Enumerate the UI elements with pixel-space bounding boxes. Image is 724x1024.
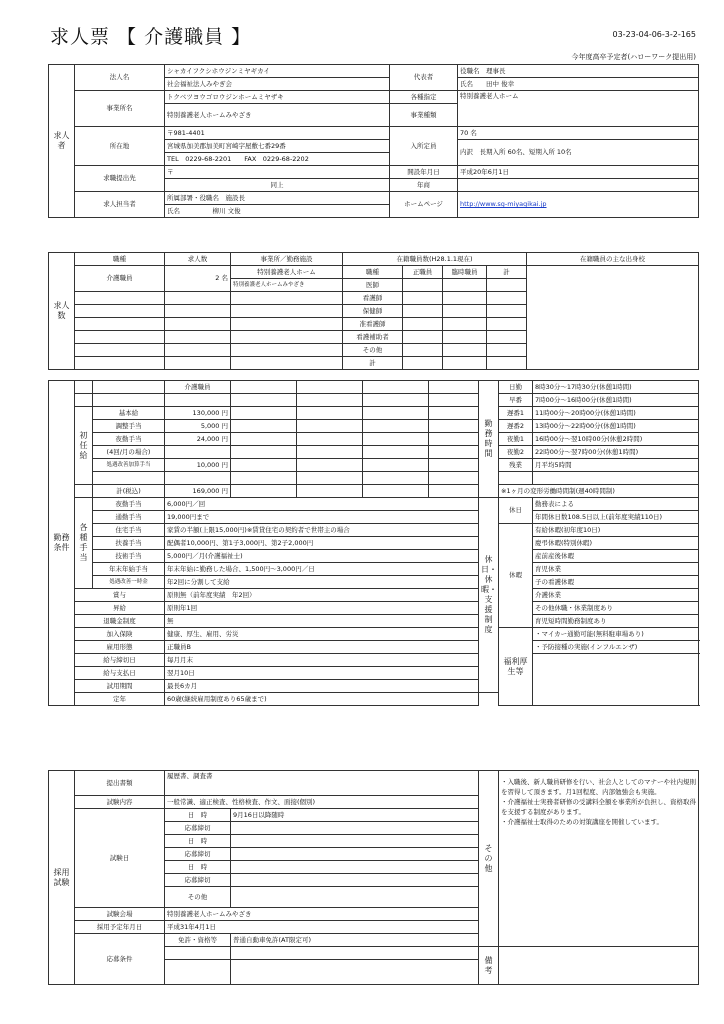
conditions-label: 応募条件 xyxy=(75,934,165,985)
recruit-count: 2 名 xyxy=(165,266,231,292)
homepage-link[interactable] xyxy=(458,192,699,218)
leave-item: 子の看護休暇 xyxy=(533,576,699,589)
company-section-label: 求人者 xyxy=(49,65,75,218)
remarks-label: 備考 xyxy=(479,947,499,985)
shift-time: 月平均5時間 xyxy=(533,459,699,472)
remarks-value xyxy=(499,947,699,985)
wage-total-label: 計(税込) xyxy=(93,485,165,498)
test-date-label: 試験日 xyxy=(75,809,165,908)
recruit-job: 介護職員 xyxy=(75,266,165,292)
rep-name: 氏名 田中 俊幸 xyxy=(458,78,699,91)
wage-value: 5,000 円 xyxy=(165,420,231,433)
retirement-age-label: 定年 xyxy=(75,693,165,706)
allowance-label: 扶養手当 xyxy=(93,537,165,550)
docs-label: 提出書類 xyxy=(75,771,165,796)
test-date-row-value xyxy=(231,835,479,848)
leave-item: 産前産後休暇 xyxy=(533,550,699,563)
wage-total-value: 169,000 円 xyxy=(165,485,231,498)
wage-label: 処遇改善加算手当 xyxy=(93,459,165,472)
allowance-label: 夜勤手当 xyxy=(93,498,165,511)
address-label: 所在地 xyxy=(75,127,165,166)
test-date-row-value: 9月16日以降随時 xyxy=(231,809,479,822)
allowance-value: 19,000円まで xyxy=(165,511,479,524)
hire-date-value: 平成31年4月1日 xyxy=(165,921,479,934)
allowance-value: 年2回に分割して支給 xyxy=(165,576,479,589)
test-date-row-value xyxy=(231,874,479,887)
office-label: 事業所名 xyxy=(75,91,165,127)
shift-time: 11時00分～20時00分(休憩1時間) xyxy=(533,407,699,420)
staff-row: 看護師 xyxy=(343,292,403,305)
schools-cell xyxy=(527,266,699,370)
wage-group-label: 初任給 xyxy=(75,407,93,485)
company-table xyxy=(48,64,699,218)
venue-value: 特別養護老人ホームみやざき xyxy=(165,908,479,921)
shift-name: 遅番2 xyxy=(499,420,533,433)
address: 宮城県加美郡加美町宮崎字屋敷七番29番 xyxy=(165,140,390,153)
allowance-label: 通勤手当 xyxy=(93,511,165,524)
probation-value: 最長6カ月 xyxy=(165,680,479,693)
test-date-row-label: 日 時 xyxy=(165,809,231,822)
shift-name: 日勤 xyxy=(499,381,533,394)
office-name: 特別養護老人ホームみやざき xyxy=(165,104,390,127)
homepage-label: ホームページ xyxy=(390,192,458,218)
postal-code: 〒981-4401 xyxy=(165,127,390,140)
shift-name: 夜勤1 xyxy=(499,433,533,446)
other-text-cell xyxy=(499,771,699,947)
leave-item: 介護休業 xyxy=(533,589,699,602)
submit-label: 求職提出先 xyxy=(75,166,165,192)
leave-item: 育児短時間勤務制度あり xyxy=(533,615,699,628)
annual-sales-label: 年商 xyxy=(390,179,458,192)
allowance-group-label: 各種手当 xyxy=(75,498,93,589)
test-date-row-value xyxy=(231,887,479,908)
test-date-row-label: 日 時 xyxy=(165,835,231,848)
biz-label: 事業種類 xyxy=(390,104,458,127)
shift-time: 7時00分～16時00分(休憩1時間) xyxy=(533,394,699,407)
wage-value xyxy=(165,472,231,485)
employment-type-value: 正職員B xyxy=(165,641,479,654)
col-header-count: 求人数 xyxy=(165,253,231,266)
test-content-value: 一般常識、適正検査、性格検査、作文、面接(個別) xyxy=(165,796,479,809)
retirement-value: 無 xyxy=(165,615,479,628)
holiday-value-2: 年間休日数108.5日以上(前年度実績110日) xyxy=(533,511,699,524)
recruit-facility-2: 特別養護老人ホームみやざき xyxy=(231,279,343,292)
work-section-label: 勤務条件 xyxy=(49,381,75,706)
wage-value: 10,000 円 xyxy=(165,459,231,472)
contact-label: 求人担当者 xyxy=(75,192,165,218)
staff-col-total: 計 xyxy=(487,266,527,279)
leave-item: その他休職・休業制度あり xyxy=(533,602,699,615)
biz-value: 特別養護老人ホーム xyxy=(458,91,699,127)
hours-label: 勤務時間 xyxy=(479,381,499,498)
test-date-row-label: 応募締切 xyxy=(165,874,231,887)
insurance-value: 健康、厚生、雇用、労災 xyxy=(165,628,479,641)
test-content-label: 試験内容 xyxy=(75,796,165,809)
bonus-label: 賞与 xyxy=(75,589,165,602)
allowance-label: 処遇改善一時金 xyxy=(93,576,165,589)
selection-table xyxy=(48,770,699,985)
allowance-label: 住宅手当 xyxy=(93,524,165,537)
test-date-row-label: 応募締切 xyxy=(165,848,231,861)
submit-value: 同上 xyxy=(165,179,390,192)
pay-cutoff-value: 毎月月末 xyxy=(165,654,479,667)
designation-label: 各種指定 xyxy=(390,91,458,104)
contact-dept: 所属部署・役職名 施設長 xyxy=(165,192,390,205)
col-header-job: 職種 xyxy=(75,253,165,266)
staff-col-regular: 正職員 xyxy=(403,266,443,279)
staff-row: その他 xyxy=(343,344,403,357)
capacity-label: 入所定員 xyxy=(390,127,458,166)
leave-item: 慶弔休暇(特別休暇) xyxy=(533,537,699,550)
raise-value: 原則年1回 xyxy=(165,602,479,615)
wage-label: (4回/月の場合) xyxy=(93,446,165,459)
raise-label: 昇給 xyxy=(75,602,165,615)
allowance-label: 技術手当 xyxy=(93,550,165,563)
rep-title: 役職名 理事長 xyxy=(458,65,699,78)
work-job: 介護職員 xyxy=(165,381,231,394)
staff-row: 保健師 xyxy=(343,305,403,318)
conditions-value: 普通自動車免許(AT限定可) xyxy=(231,934,479,947)
annual-sales-value xyxy=(458,179,699,192)
shift-name: 残業 xyxy=(499,459,533,472)
leave-item: 有給休暇(初年度10日) xyxy=(533,524,699,537)
test-date-row-label: 応募締切 xyxy=(165,822,231,835)
welfare-label: 福利厚生等 xyxy=(499,628,533,706)
employment-type-label: 雇用形態 xyxy=(75,641,165,654)
open-date-label: 開設年月日 xyxy=(390,166,458,179)
shift-name: 夜勤2 xyxy=(499,446,533,459)
allowance-value: 配偶者10,000円、第1子3,000円、第2子2,000円 xyxy=(165,537,479,550)
leave-name: 休暇 xyxy=(499,524,533,628)
wage-value xyxy=(165,446,231,459)
office-kana: トクベツヨウゴロウジンホームミヤザキ xyxy=(165,91,390,104)
insurance-label: 加入保険 xyxy=(75,628,165,641)
recruit-facility: 特別養護老人ホーム xyxy=(231,266,343,279)
contact-name: 氏名 柳川 文俊 xyxy=(165,205,390,218)
shift-note: ※1ヶ月の変形労働時間制(週40時間制) xyxy=(499,485,699,498)
other-text: ・入職後、新人職員研修を行い、社会人としてのマナーや社内規則を習得して頂きます。月1回程度、内部勉強会も実施。 ・介護福祉士実務者研修の受講料全額を事業所が負担し、資格取得を支援する制度があります。 ・介護福祉士取得のための対策講座を開催しています。 xyxy=(501,778,696,826)
homepage-url[interactable]: http://www.sg-miyagikai.jp xyxy=(460,200,547,208)
wage-label: 基本給 xyxy=(93,407,165,420)
shift-time: 16時00分～翌10時00分(休憩2時間) xyxy=(533,433,699,446)
retirement-label: 退職金制度 xyxy=(75,615,165,628)
col-header-staff: 在籍職員数(H28.1.1現在) xyxy=(343,253,527,266)
col-header-schools: 在籍職員の主な出身校 xyxy=(527,253,699,266)
test-date-row-label: その他 xyxy=(165,887,231,908)
staff-row: 医師 xyxy=(343,279,403,292)
staff-col-job: 職種 xyxy=(343,266,403,279)
allowance-value: 家賃の半額(上限15,000円)※賃貸住宅の契約者で世帯主の場合 xyxy=(165,524,479,537)
corp-name: 社会福祉法人みやぎ会 xyxy=(165,78,390,91)
holiday-value-1: 勤務表による xyxy=(533,498,699,511)
allowance-value: 6,000円／回 xyxy=(165,498,479,511)
shift-name: 遅番1 xyxy=(499,407,533,420)
holiday-label: 休日・休暇・支援制度 xyxy=(479,498,499,693)
leave-item: 育児休業 xyxy=(533,563,699,576)
staff-row: 看護補助者 xyxy=(343,331,403,344)
other-label: その他 xyxy=(479,771,499,947)
header-note: 今年度高卒予定者(ハローワーク提出用) xyxy=(571,53,696,61)
retirement-age-value: 60歳(継続雇用制度あり65歳まで) xyxy=(165,693,479,706)
docs-value: 履歴書、調査書 xyxy=(165,771,479,796)
document-number: 03-23-04-06-3-2-165 xyxy=(612,30,696,39)
staff-row-total: 計 xyxy=(343,357,403,370)
capacity-detail: 内訳 長期入所 60名、短期入所 10名 xyxy=(458,140,699,166)
conditions-sub-label: 免許・資格等 xyxy=(165,934,231,947)
allowance-label: 年末年始手当 xyxy=(93,563,165,576)
shift-time: 8時30分～17時30分(休憩1時間) xyxy=(533,381,699,394)
corp-label: 法人名 xyxy=(75,65,165,91)
pay-day-value: 翌月10日 xyxy=(165,667,479,680)
recruit-section-label: 求人数 xyxy=(49,253,75,370)
recruit-table xyxy=(48,252,699,370)
rep-label: 代表者 xyxy=(390,65,458,91)
shift-time: 22時00分～翌7時00分(休憩1時間) xyxy=(533,446,699,459)
wage-label: 夜勤手当 xyxy=(93,433,165,446)
venue-label: 試験会場 xyxy=(75,908,165,921)
wage-value: 130,000 円 xyxy=(165,407,231,420)
shift-time: 13時00分～22時00分(休憩1時間) xyxy=(533,420,699,433)
corp-kana: シャカイフクシホウジンミヤギカイ xyxy=(165,65,390,78)
holiday-name: 休日 xyxy=(499,498,533,524)
allowance-value: 年末年始に勤務した場合、1,500円～3,000円／日 xyxy=(165,563,479,576)
test-date-row-value xyxy=(231,822,479,835)
pay-day-label: 給与支払日 xyxy=(75,667,165,680)
wage-value: 24,000 円 xyxy=(165,433,231,446)
wage-label xyxy=(93,472,165,485)
bonus-value: 原則無（前年度実績 年2回） xyxy=(165,589,479,602)
selection-section-label: 採用試験 xyxy=(49,771,75,985)
page-title: 求人票 【 介護職員 】 xyxy=(50,26,252,48)
shift-name: 早番 xyxy=(499,394,533,407)
submit-postal: 〒 xyxy=(165,166,390,179)
work-table xyxy=(48,380,699,706)
probation-label: 試用期間 xyxy=(75,680,165,693)
tel-fax: TEL 0229-68-2201 FAX 0229-68-2202 xyxy=(165,153,390,166)
capacity-value: 70 名 xyxy=(458,127,699,140)
hire-date-label: 採用予定年月日 xyxy=(75,921,165,934)
welfare-item: ・予防接種の実施(インフルエンザ) xyxy=(533,641,699,654)
welfare-item: ・マイカー通勤可能(無料駐車場あり) xyxy=(533,628,699,641)
allowance-value: 5,000円／月(介護福祉士) xyxy=(165,550,479,563)
wage-label: 調整手当 xyxy=(93,420,165,433)
staff-row: 准看護師 xyxy=(343,318,403,331)
open-date-value: 平成20年6月1日 xyxy=(458,166,699,179)
staff-col-temp: 臨時職員 xyxy=(443,266,487,279)
pay-cutoff-label: 給与締切日 xyxy=(75,654,165,667)
test-date-row-value xyxy=(231,861,479,874)
col-header-facility: 事業所／勤務施設 xyxy=(231,253,343,266)
welfare-extra xyxy=(533,654,699,706)
test-date-row-label: 日 時 xyxy=(165,861,231,874)
test-date-row-value xyxy=(231,848,479,861)
